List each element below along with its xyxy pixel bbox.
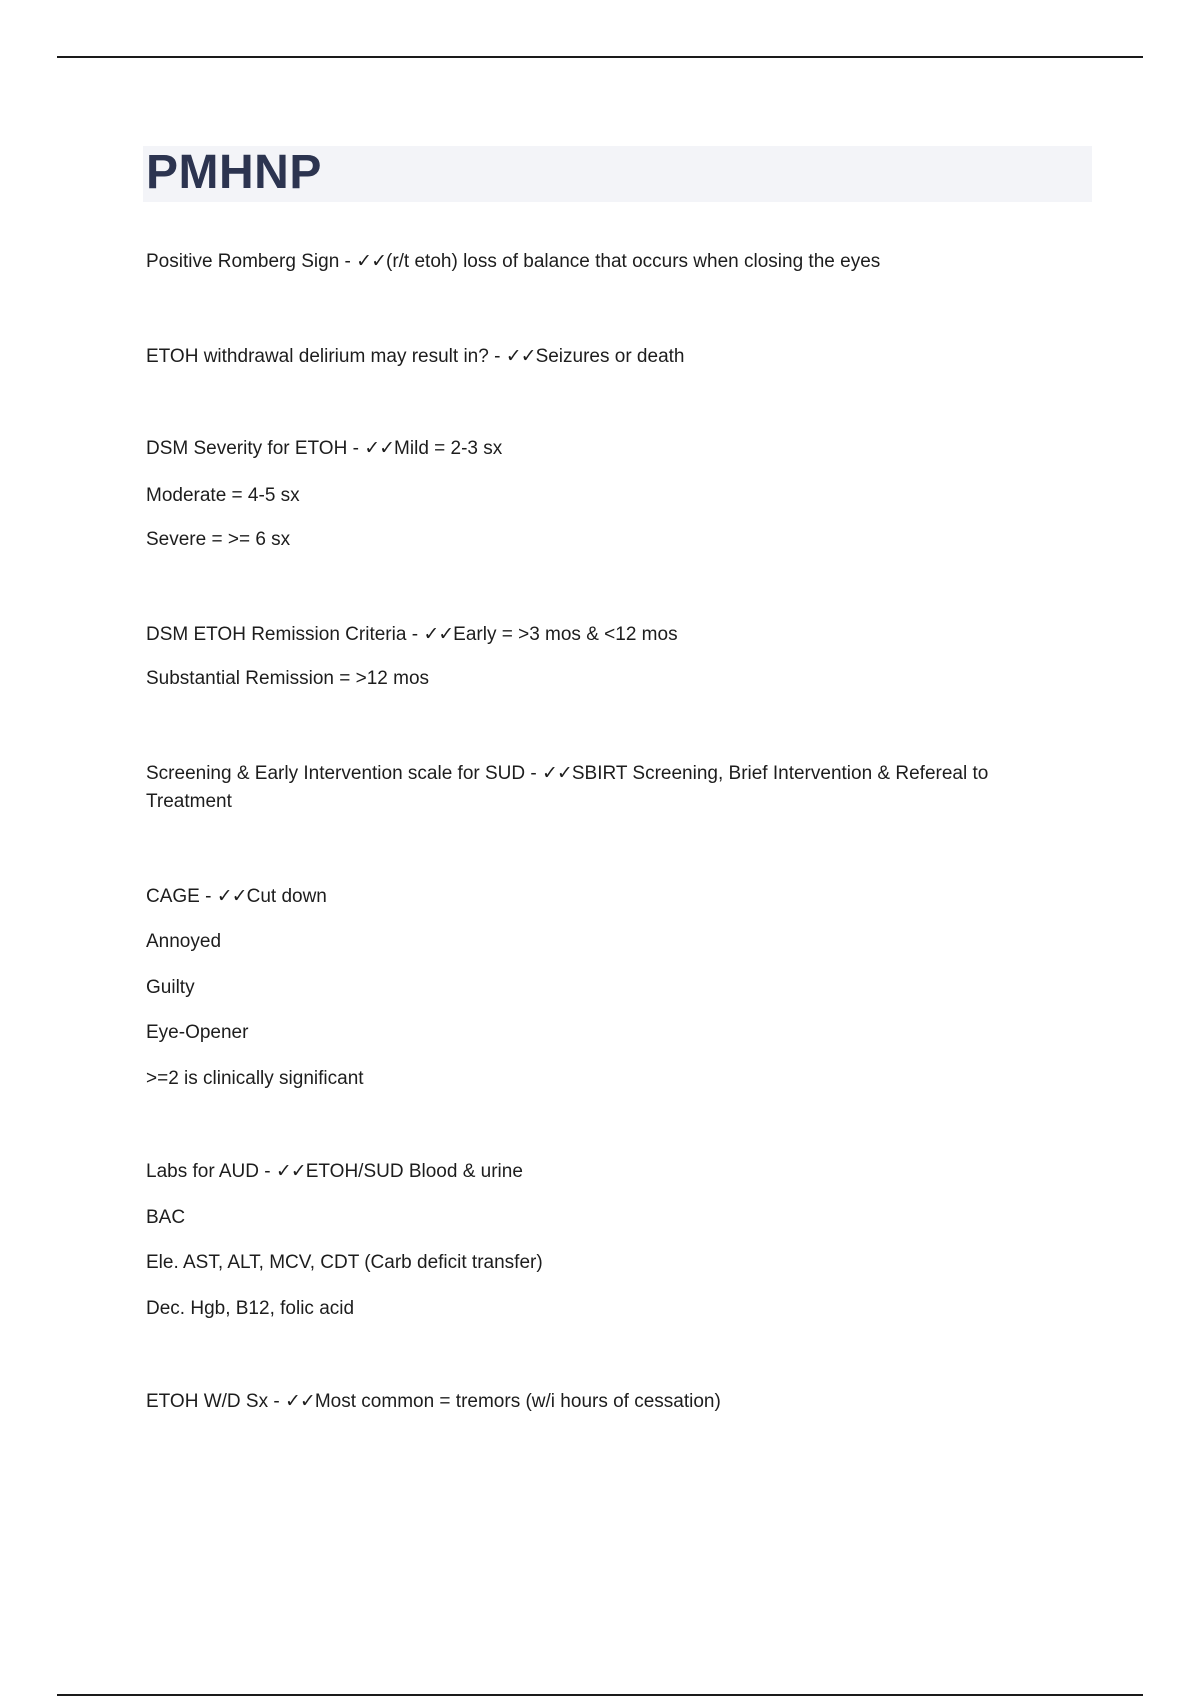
card-line xyxy=(146,248,1066,276)
card-answer-line: Substantial Remission = >12 mos xyxy=(146,668,430,689)
card-line xyxy=(146,883,1066,911)
double-check-icon: ✓✓ xyxy=(275,1161,306,1182)
card-separator: - xyxy=(347,438,365,459)
card-term: ETOH W/D Sx xyxy=(146,1391,269,1412)
document-title: PMHNP xyxy=(146,146,322,199)
card-answer-line: Moderate = 4-5 sx xyxy=(146,485,300,506)
card-line xyxy=(146,621,1066,649)
double-check-icon: ✓✓ xyxy=(356,251,386,272)
card-answer: ETOH/SUD Blood & urine xyxy=(305,1161,523,1182)
double-check-icon: ✓✓ xyxy=(216,886,247,907)
double-check-icon: ✓✓ xyxy=(423,624,454,645)
card-separator: - xyxy=(525,763,543,784)
footer-rule xyxy=(57,1694,1143,1696)
card-term: DSM ETOH Remission Criteria xyxy=(146,624,407,645)
card-answer-line: Severe = >= 6 sx xyxy=(146,529,291,550)
card-answer-line: Guilty xyxy=(146,977,195,998)
card-answer: Cut down xyxy=(246,886,327,907)
card-answer: Seizures or death xyxy=(535,346,685,367)
card-term: CAGE xyxy=(146,886,200,907)
card-line xyxy=(146,1388,1066,1416)
card-term: ETOH withdrawal delirium may result in? xyxy=(146,346,489,367)
card-separator: - xyxy=(259,1161,276,1182)
card-separator: - xyxy=(488,346,506,367)
card-line xyxy=(146,435,1066,463)
card-answer: (r/t etoh) loss of balance that occurs when closing the eyes xyxy=(386,251,881,272)
double-check-icon: ✓✓ xyxy=(542,763,572,784)
card-separator: - xyxy=(199,886,217,907)
card-answer-line: Treatment xyxy=(146,791,232,812)
card-separator: - xyxy=(339,251,357,272)
card-answer-line: Eye-Opener xyxy=(146,1022,249,1043)
card-answer-line: Annoyed xyxy=(146,931,222,952)
double-check-icon: ✓✓ xyxy=(505,346,536,367)
card-answer: Most common = tremors (w/i hours of cessation) xyxy=(314,1391,721,1412)
card-answer-line: BAC xyxy=(146,1207,186,1228)
double-check-icon: ✓✓ xyxy=(285,1391,315,1412)
card-term: Screening & Early Intervention scale for SUD xyxy=(146,763,526,784)
card-separator: - xyxy=(268,1391,285,1412)
header-rule xyxy=(57,56,1143,58)
card-line xyxy=(146,1158,1066,1186)
card-answer: SBIRT Screening, Brief Intervention & Refereal to xyxy=(571,763,989,784)
card-answer-line: Ele. AST, ALT, MCV, CDT (Carb deficit transfer) xyxy=(146,1252,543,1273)
card-answer-line: Dec. Hgb, B12, folic acid xyxy=(146,1298,355,1319)
card-answer-line: >=2 is clinically significant xyxy=(146,1068,364,1089)
double-check-icon: ✓✓ xyxy=(364,438,395,459)
card-line xyxy=(146,343,1066,371)
card-answer: Early = >3 mos & <12 mos xyxy=(453,624,678,645)
card-term: Positive Romberg Sign xyxy=(146,251,340,272)
card-term: Labs for AUD xyxy=(146,1161,259,1182)
card-answer: Mild = 2-3 sx xyxy=(394,438,503,459)
card-separator: - xyxy=(406,624,424,645)
card-term: DSM Severity for ETOH xyxy=(146,438,348,459)
card-line xyxy=(146,760,1066,788)
